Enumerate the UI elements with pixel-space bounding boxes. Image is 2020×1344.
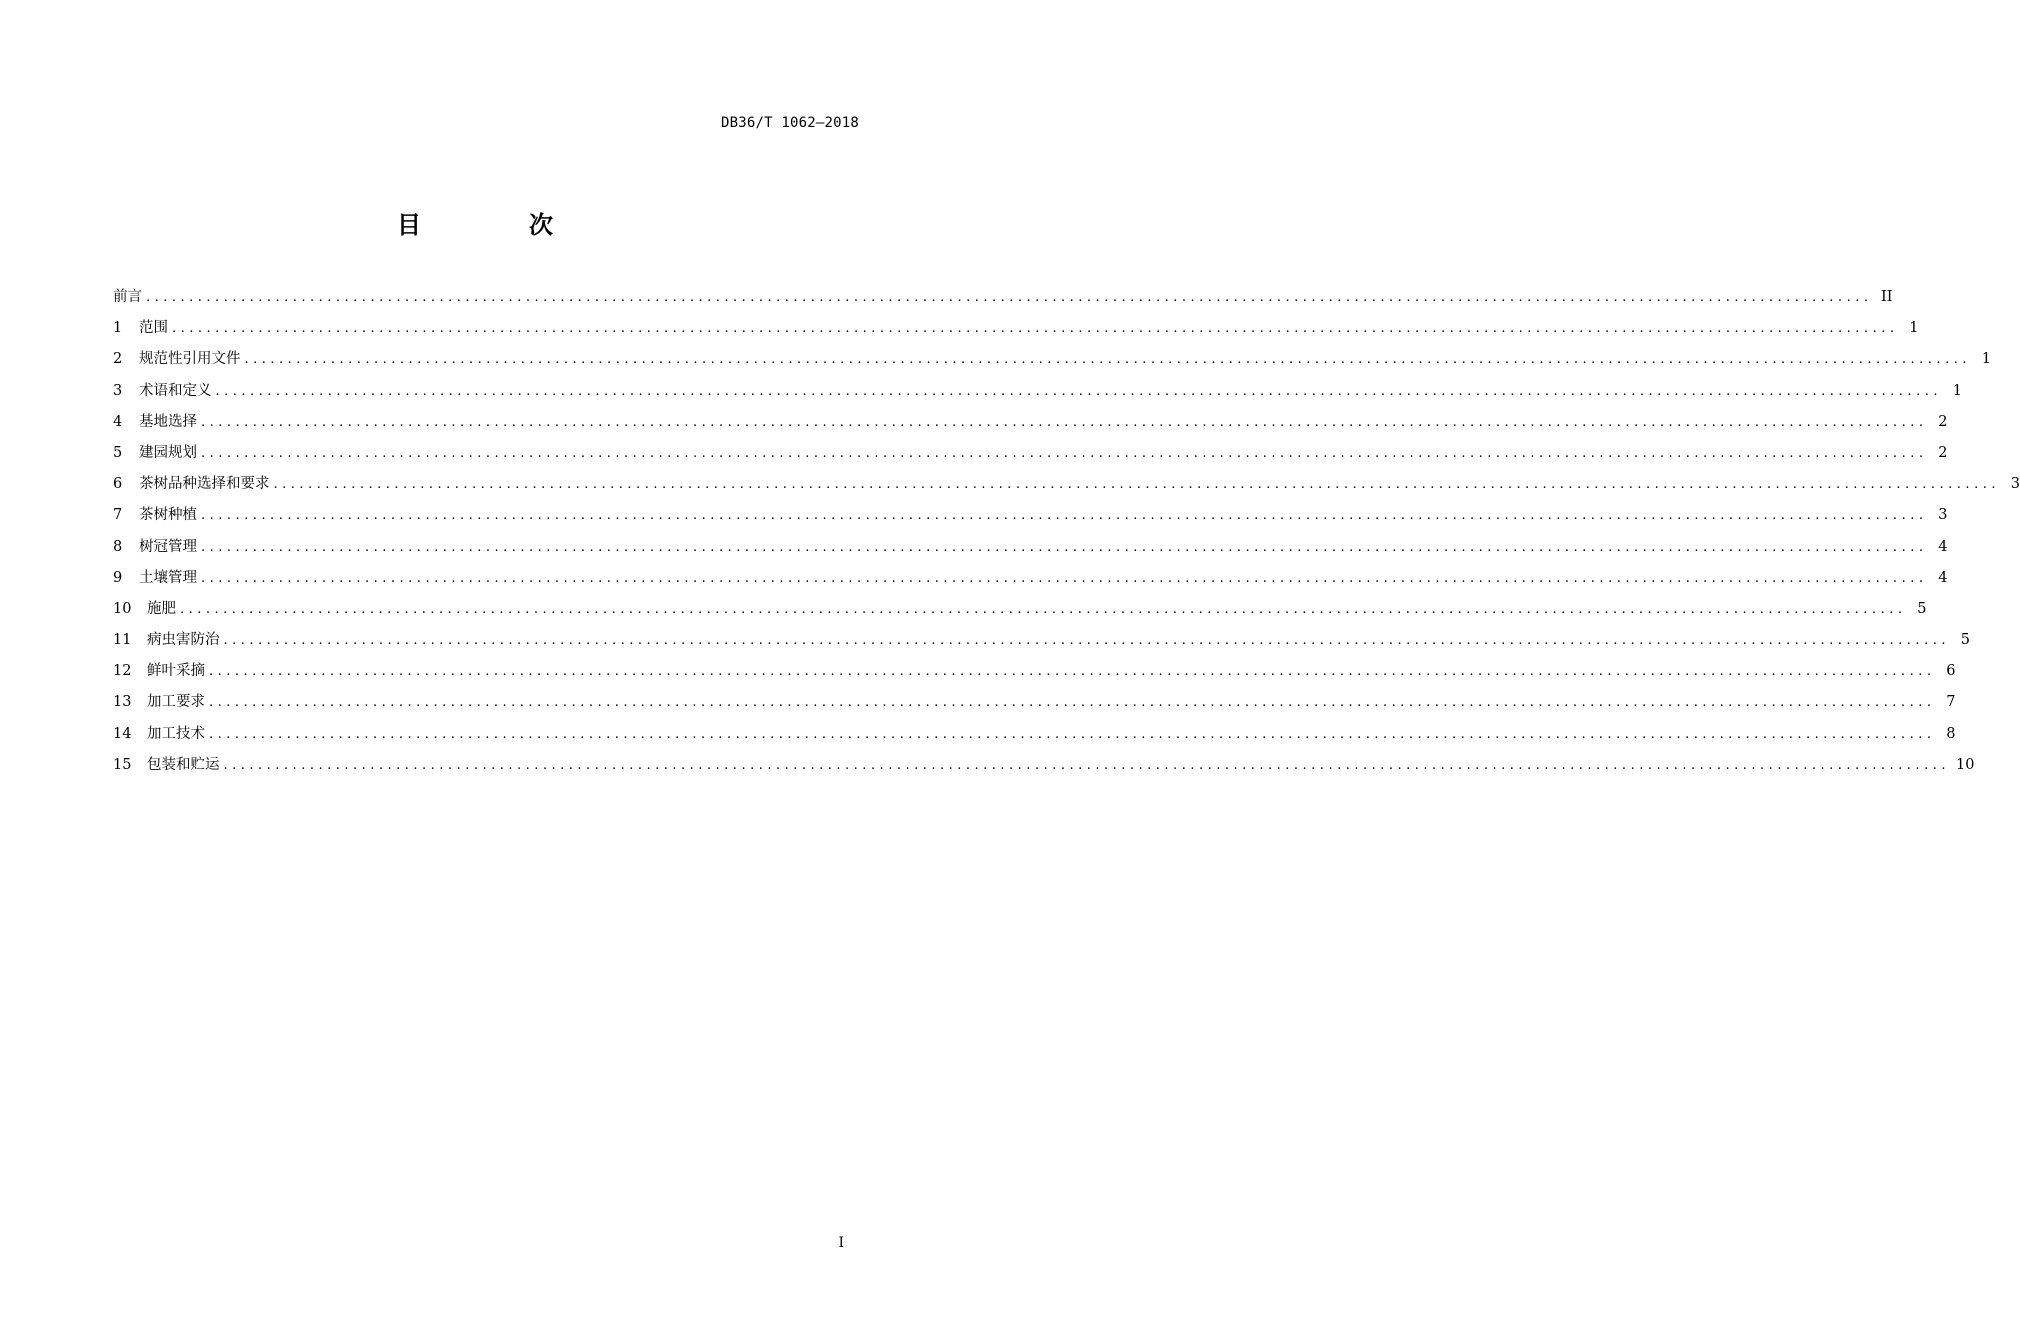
toc-entry[interactable]	[113, 723, 1956, 754]
toc-entry-label: 包装和贮运	[147, 756, 220, 773]
toc-entry-page: 7	[1946, 694, 1956, 711]
toc-entry-label: 茶树种植	[139, 507, 197, 524]
toc-leader-dots: ........................................................................................................................................................................................................	[201, 414, 1928, 430]
toc-entry-label: 茶树品种选择和要求	[139, 476, 270, 493]
toc-entry-page: 4	[1938, 538, 1948, 555]
toc-entry-number: 15	[113, 756, 132, 773]
toc-entry[interactable]	[113, 567, 1948, 598]
toc-entry-page: 5	[1960, 632, 1970, 649]
toc-leader-dots: ........................................................................................................................................................................................................	[209, 695, 1936, 711]
toc-entry-page: 8	[1946, 725, 1956, 742]
toc-entry-number: 10	[113, 600, 132, 617]
toc-entry-number: 5	[113, 444, 123, 461]
toc-leader-dots: ........................................................................................................................................................................................................	[273, 477, 2000, 493]
toc-entry-label: 基地选择	[139, 413, 197, 430]
toc-entry-page: 5	[1917, 600, 1927, 617]
toc-entry-page: 2	[1938, 444, 1948, 461]
toc-entry-number: 1	[113, 320, 123, 337]
toc-entry-label: 树冠管理	[139, 538, 197, 555]
toc-entry-label: 鲜叶采摘	[147, 663, 205, 680]
toc-entry-number: 14	[113, 725, 132, 742]
toc-entry-page: 3	[2010, 476, 2020, 493]
toc-leader-dots: ........................................................................................................................................................................................................	[172, 321, 1899, 337]
toc-entry-number: 3	[113, 382, 123, 399]
toc-entry-page: 6	[1946, 663, 1956, 680]
toc-entry-number: 8	[113, 538, 123, 555]
toc-entry[interactable]	[113, 660, 1956, 691]
standard-code: DB36/T 1062—2018	[720, 115, 859, 131]
toc-entry[interactable]	[113, 348, 1991, 379]
page-title: 目 次	[397, 211, 595, 239]
toc-entry-label: 施肥	[147, 600, 176, 617]
toc-leader-dots: ........................................................................................................................................................................................................	[209, 726, 1936, 742]
toc-entry-label: 病虫害防治	[147, 632, 220, 649]
toc-leader-dots: ........................................................................................................................................................................................................	[244, 352, 1971, 368]
toc-entry[interactable]	[113, 286, 1893, 317]
toc-entry[interactable]	[113, 411, 1948, 442]
toc-entry[interactable]	[113, 754, 1975, 785]
toc-entry-number: 7	[113, 507, 123, 524]
toc-entry[interactable]	[113, 473, 2020, 504]
toc-leader-dots: ........................................................................................................................................................................................................	[223, 757, 1950, 773]
toc-entry[interactable]	[113, 317, 1919, 348]
toc-entry-page: 1	[1909, 320, 1919, 337]
toc-entry[interactable]	[113, 442, 1948, 473]
toc-entry-label: 建园规划	[139, 444, 197, 461]
toc-entry-label: 范围	[139, 320, 168, 337]
toc-leader-dots: ........................................................................................................................................................................................................	[209, 664, 1936, 680]
toc-entry-label: 加工技术	[147, 725, 205, 742]
toc-entry-number: 11	[113, 632, 132, 649]
toc-entry-label: 土壤管理	[139, 569, 197, 586]
toc-leader-dots: ........................................................................................................................................................................................................	[201, 508, 1928, 524]
toc-entry-page: 1	[1952, 382, 1962, 399]
table-of-contents	[113, 286, 2020, 785]
toc-entry[interactable]	[113, 691, 1956, 722]
toc-entry-number: 6	[113, 476, 123, 493]
toc-entry[interactable]	[113, 629, 1970, 660]
toc-entry-number: 12	[113, 663, 132, 680]
toc-leader-dots: ........................................................................................................................................................................................................	[223, 633, 1950, 649]
toc-entry-label: 加工要求	[147, 694, 205, 711]
toc-leader-dots: ........................................................................................................................................................................................................	[201, 445, 1928, 461]
toc-entry-page: II	[1881, 289, 1893, 305]
toc-entry-label: 术语和定义	[139, 382, 212, 399]
toc-entry[interactable]	[113, 380, 1962, 411]
toc-entry-label: 前言	[113, 289, 142, 305]
toc-entry-page: 4	[1938, 569, 1948, 586]
toc-entry[interactable]	[113, 598, 1927, 629]
toc-entry[interactable]	[113, 536, 1948, 567]
toc-entry-page: 2	[1938, 413, 1948, 430]
toc-entry-page: 10	[1955, 756, 1975, 773]
toc-leader-dots: ........................................................................................................................................................................................................	[201, 570, 1928, 586]
toc-entry-number: 9	[113, 569, 123, 586]
toc-entry-number: 2	[113, 351, 123, 368]
toc-leader-dots: ........................................................................................................................................................................................................	[146, 290, 1873, 305]
toc-leader-dots: ........................................................................................................................................................................................................	[201, 539, 1928, 555]
toc-entry-page: 1	[1981, 351, 1991, 368]
toc-entry[interactable]	[113, 504, 1948, 535]
toc-entry-label: 规范性引用文件	[139, 351, 241, 368]
page-number: I	[838, 1235, 844, 1251]
toc-leader-dots: ........................................................................................................................................................................................................	[215, 383, 1942, 399]
toc-entry-number: 13	[113, 694, 132, 711]
toc-entry-page: 3	[1938, 507, 1948, 524]
toc-entry-number: 4	[113, 413, 123, 430]
toc-leader-dots: ........................................................................................................................................................................................................	[180, 601, 1907, 617]
